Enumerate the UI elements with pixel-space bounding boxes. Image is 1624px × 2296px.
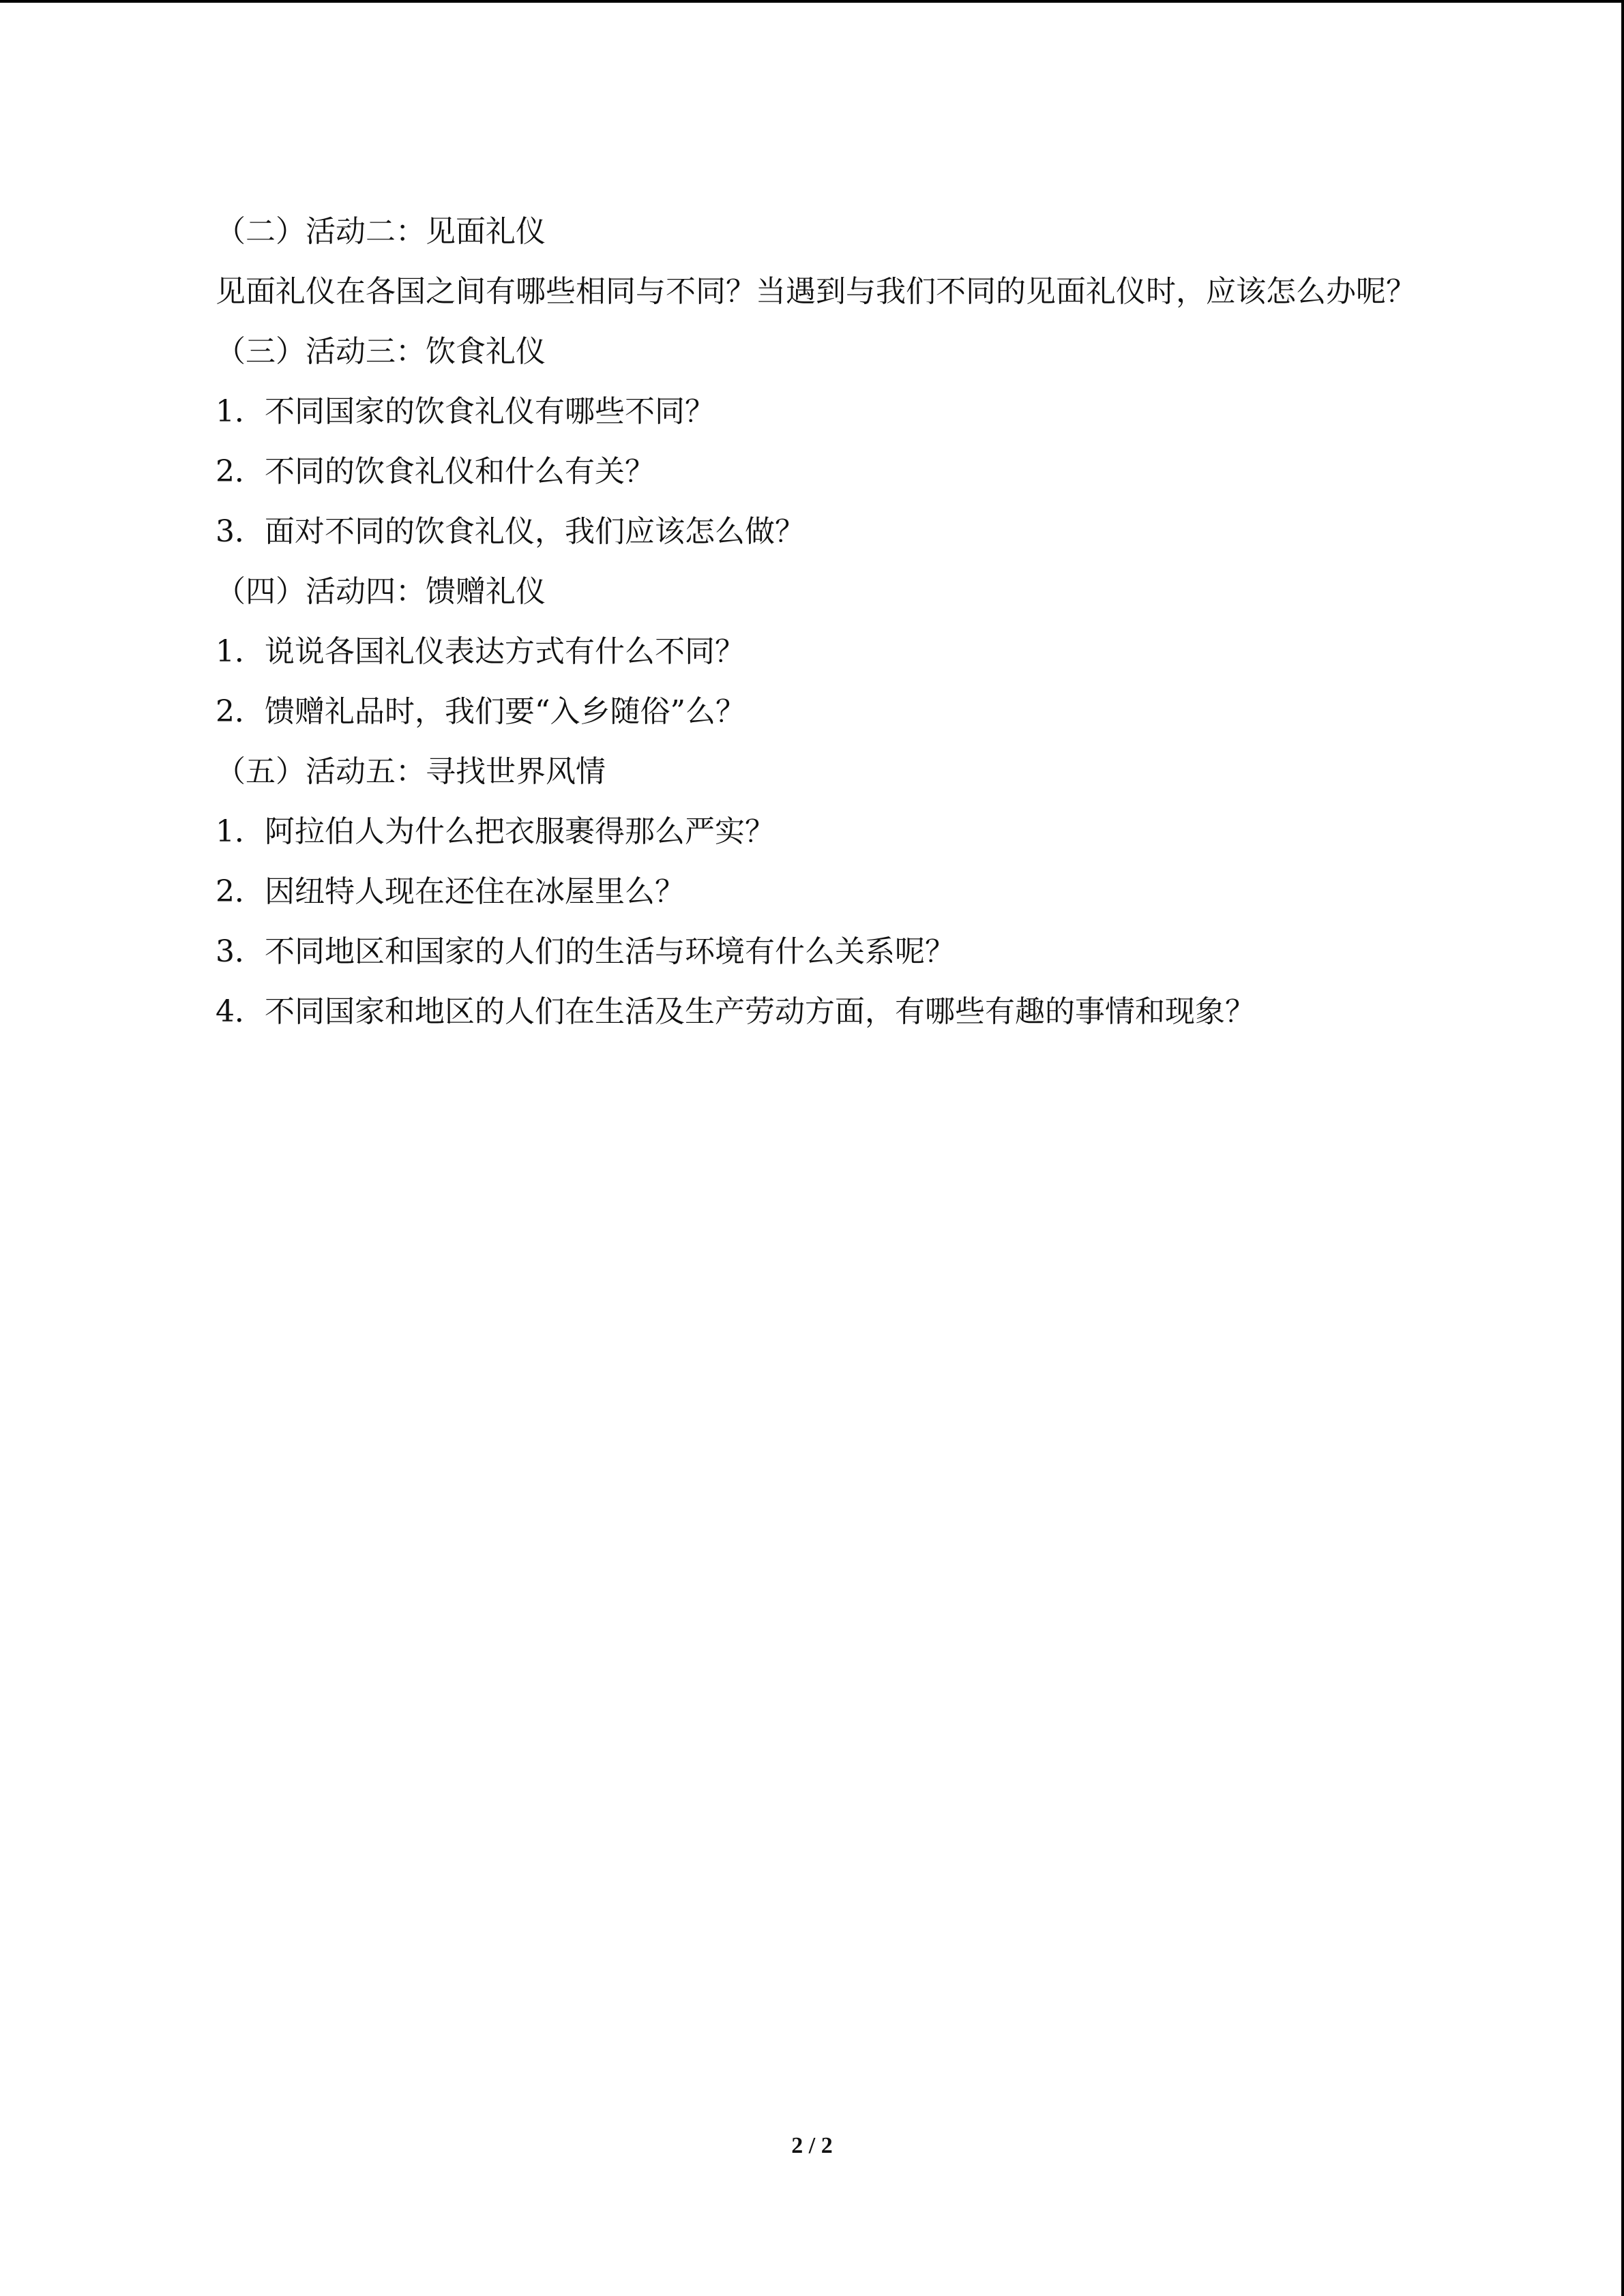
- section-heading: （五）活动五：寻找世界风情: [216, 754, 606, 789]
- list-item: 3．面对不同的饮食礼仪，我们应该怎么做？: [216, 514, 805, 549]
- section-heading: （二）活动二：见面礼仪: [216, 214, 546, 249]
- page-number: 2 / 2: [791, 2133, 833, 2158]
- list-item: 1．说说各国礼仪表达方式有什么不同？: [216, 634, 745, 669]
- list-item: 4．不同国家和地区的人们在生活及生产劳动方面，有哪些有趣的事情和现象？: [216, 994, 1255, 1029]
- list-item: 3．不同地区和国家的人们的生活与环境有什么关系呢？: [216, 934, 955, 969]
- list-item: 1．阿拉伯人为什么把衣服裹得那么严实？: [216, 814, 775, 849]
- document-body: [150, 202, 1466, 1042]
- section-heading: （三）活动三：饮食礼仪: [216, 334, 546, 369]
- paragraph: 见面礼仪在各国之间有哪些相同与不同？当遇到与我们不同的见面礼仪时，应该怎么办呢？: [216, 274, 1416, 309]
- list-item: 2．馈赠礼品时，我们要“入乡随俗”么？: [216, 694, 745, 729]
- section-heading: （四）活动四：馈赠礼仪: [216, 574, 546, 609]
- list-item: 2．因纽特人现在还住在冰屋里么？: [216, 874, 685, 909]
- list-item: 1．不同国家的饮食礼仪有哪些不同？: [216, 394, 715, 429]
- list-item: 2．不同的饮食礼仪和什么有关？: [216, 454, 655, 489]
